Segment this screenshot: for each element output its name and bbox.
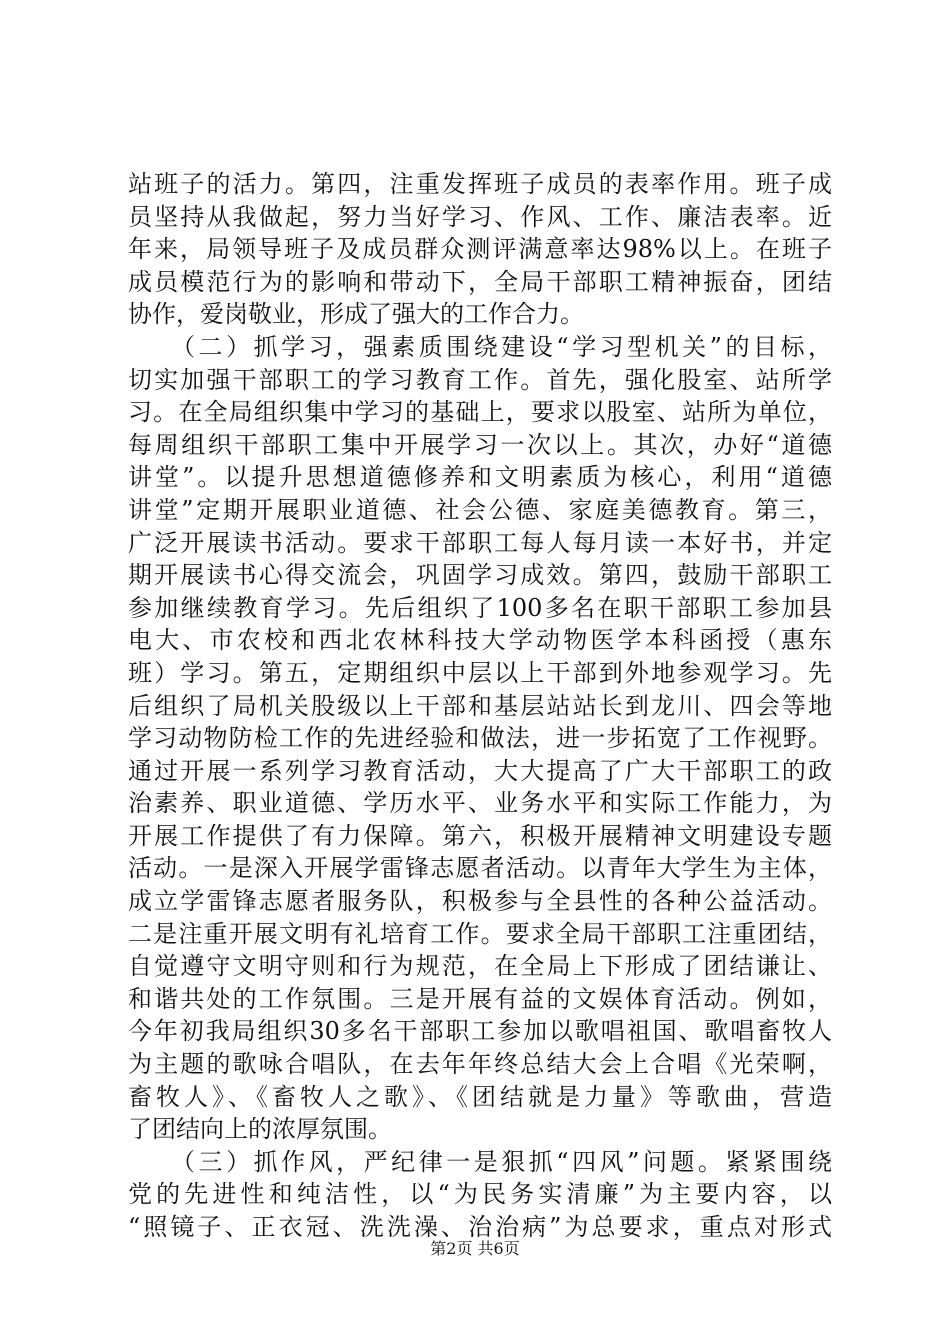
text-line: 成立学雷锋志愿者服务队，积极参与全县性的各种公益活动。 bbox=[128, 887, 832, 916]
text-line: （二）抓学习，强素质围绕建设“学习型机关”的目标， bbox=[128, 332, 832, 361]
document-body bbox=[128, 168, 832, 1244]
text-line: 协作，爱岗敬业，形成了强大的工作合力。 bbox=[128, 300, 584, 329]
text-line: 电大、市农校和西北农林科技大学动物医学本科函授（惠东 bbox=[128, 626, 832, 655]
text-line: 员坚持从我做起，努力当好学习、作风、工作、廉洁表率。近 bbox=[128, 202, 832, 231]
text-line: 成员模范行为的影响和带动下，全局干部职工精神振奋，团结 bbox=[128, 267, 832, 296]
text-line: 自觉遵守文明守则和行为规范，在全局上下形成了团结谦让、 bbox=[128, 952, 832, 981]
text-line: 二是注重开展文明有礼培育工作。要求全局干部职工注重团结， bbox=[128, 919, 832, 948]
text-line: “照镜子、正衣冠、洗洗澡、治治病”为总要求，重点对形式 bbox=[128, 1213, 832, 1241]
text-line: 活动。一是深入开展学雷锋志愿者活动。以青年大学生为主体， bbox=[128, 854, 832, 883]
text-line: 期开展读书心得交流会，巩固学习成效。第四，鼓励干部职工 bbox=[128, 561, 832, 590]
text-line: （三）抓作风，严纪律一是狠抓“四风”问题。紧紧围绕 bbox=[128, 1147, 832, 1176]
text-line: 讲堂”。以提升思想道德修养和文明素质为核心，利用“道德 bbox=[128, 463, 832, 492]
text-line: 年来，局领导班子及成员群众测评满意率达98%以上。在班子 bbox=[128, 235, 832, 264]
text-line: 今年初我局组织30多名干部职工参加以歌唱祖国、歌唱畜牧人 bbox=[128, 1017, 832, 1046]
text-line: 站班子的活力。第四，注重发挥班子成员的表率作用。班子成 bbox=[128, 170, 832, 198]
text-line: 了团结向上的浓厚氛围。 bbox=[128, 1115, 392, 1144]
text-line: 广泛开展读书活动。要求干部职工每人每月读一本好书，并定 bbox=[128, 528, 832, 557]
text-line: 治素养、职业道德、学历水平、业务水平和实际工作能力，为 bbox=[128, 789, 832, 818]
text-line: 为主题的歌咏合唱队，在去年年终总结大会上合唱《光荣啊， bbox=[128, 1050, 832, 1079]
text-line: 党的先进性和纯洁性，以“为民务实清廉”为主要内容，以 bbox=[128, 1180, 832, 1209]
page-footer: 第2页 共6页 bbox=[430, 1239, 520, 1258]
text-line: 学习动物防检工作的先进经验和做法，进一步拓宽了工作视野。 bbox=[128, 724, 832, 753]
text-line: 参加继续教育学习。先后组织了100多名在职干部职工参加县 bbox=[128, 593, 832, 622]
text-line: 讲堂”定期开展职业道德、社会公德、家庭美德教育。第三， bbox=[128, 495, 832, 524]
text-line: 后组织了局机关股级以上干部和基层站站长到龙川、四会等地 bbox=[128, 691, 832, 720]
text-line: 切实加强干部职工的学习教育工作。首先，强化股室、站所学 bbox=[128, 365, 832, 394]
text-line: 习。在全局组织集中学习的基础上，要求以股室、站所为单位， bbox=[128, 398, 832, 427]
text-line: 班）学习。第五，定期组织中层以上干部到外地参观学习。先 bbox=[128, 658, 832, 687]
text-line: 每周组织干部职工集中开展学习一次以上。其次，办好“道德 bbox=[128, 430, 832, 459]
text-line: 开展工作提供了有力保障。第六，积极开展精神文明建设专题 bbox=[128, 821, 832, 850]
text-line: 畜牧人》、《畜牧人之歌》、《团结就是力量》等歌曲，营造 bbox=[128, 1082, 832, 1111]
text-line: 和谐共处的工作氛围。三是开展有益的文娱体育活动。例如， bbox=[128, 984, 832, 1013]
text-line: 通过开展一系列学习教育活动，大大提高了广大干部职工的政 bbox=[128, 756, 832, 785]
